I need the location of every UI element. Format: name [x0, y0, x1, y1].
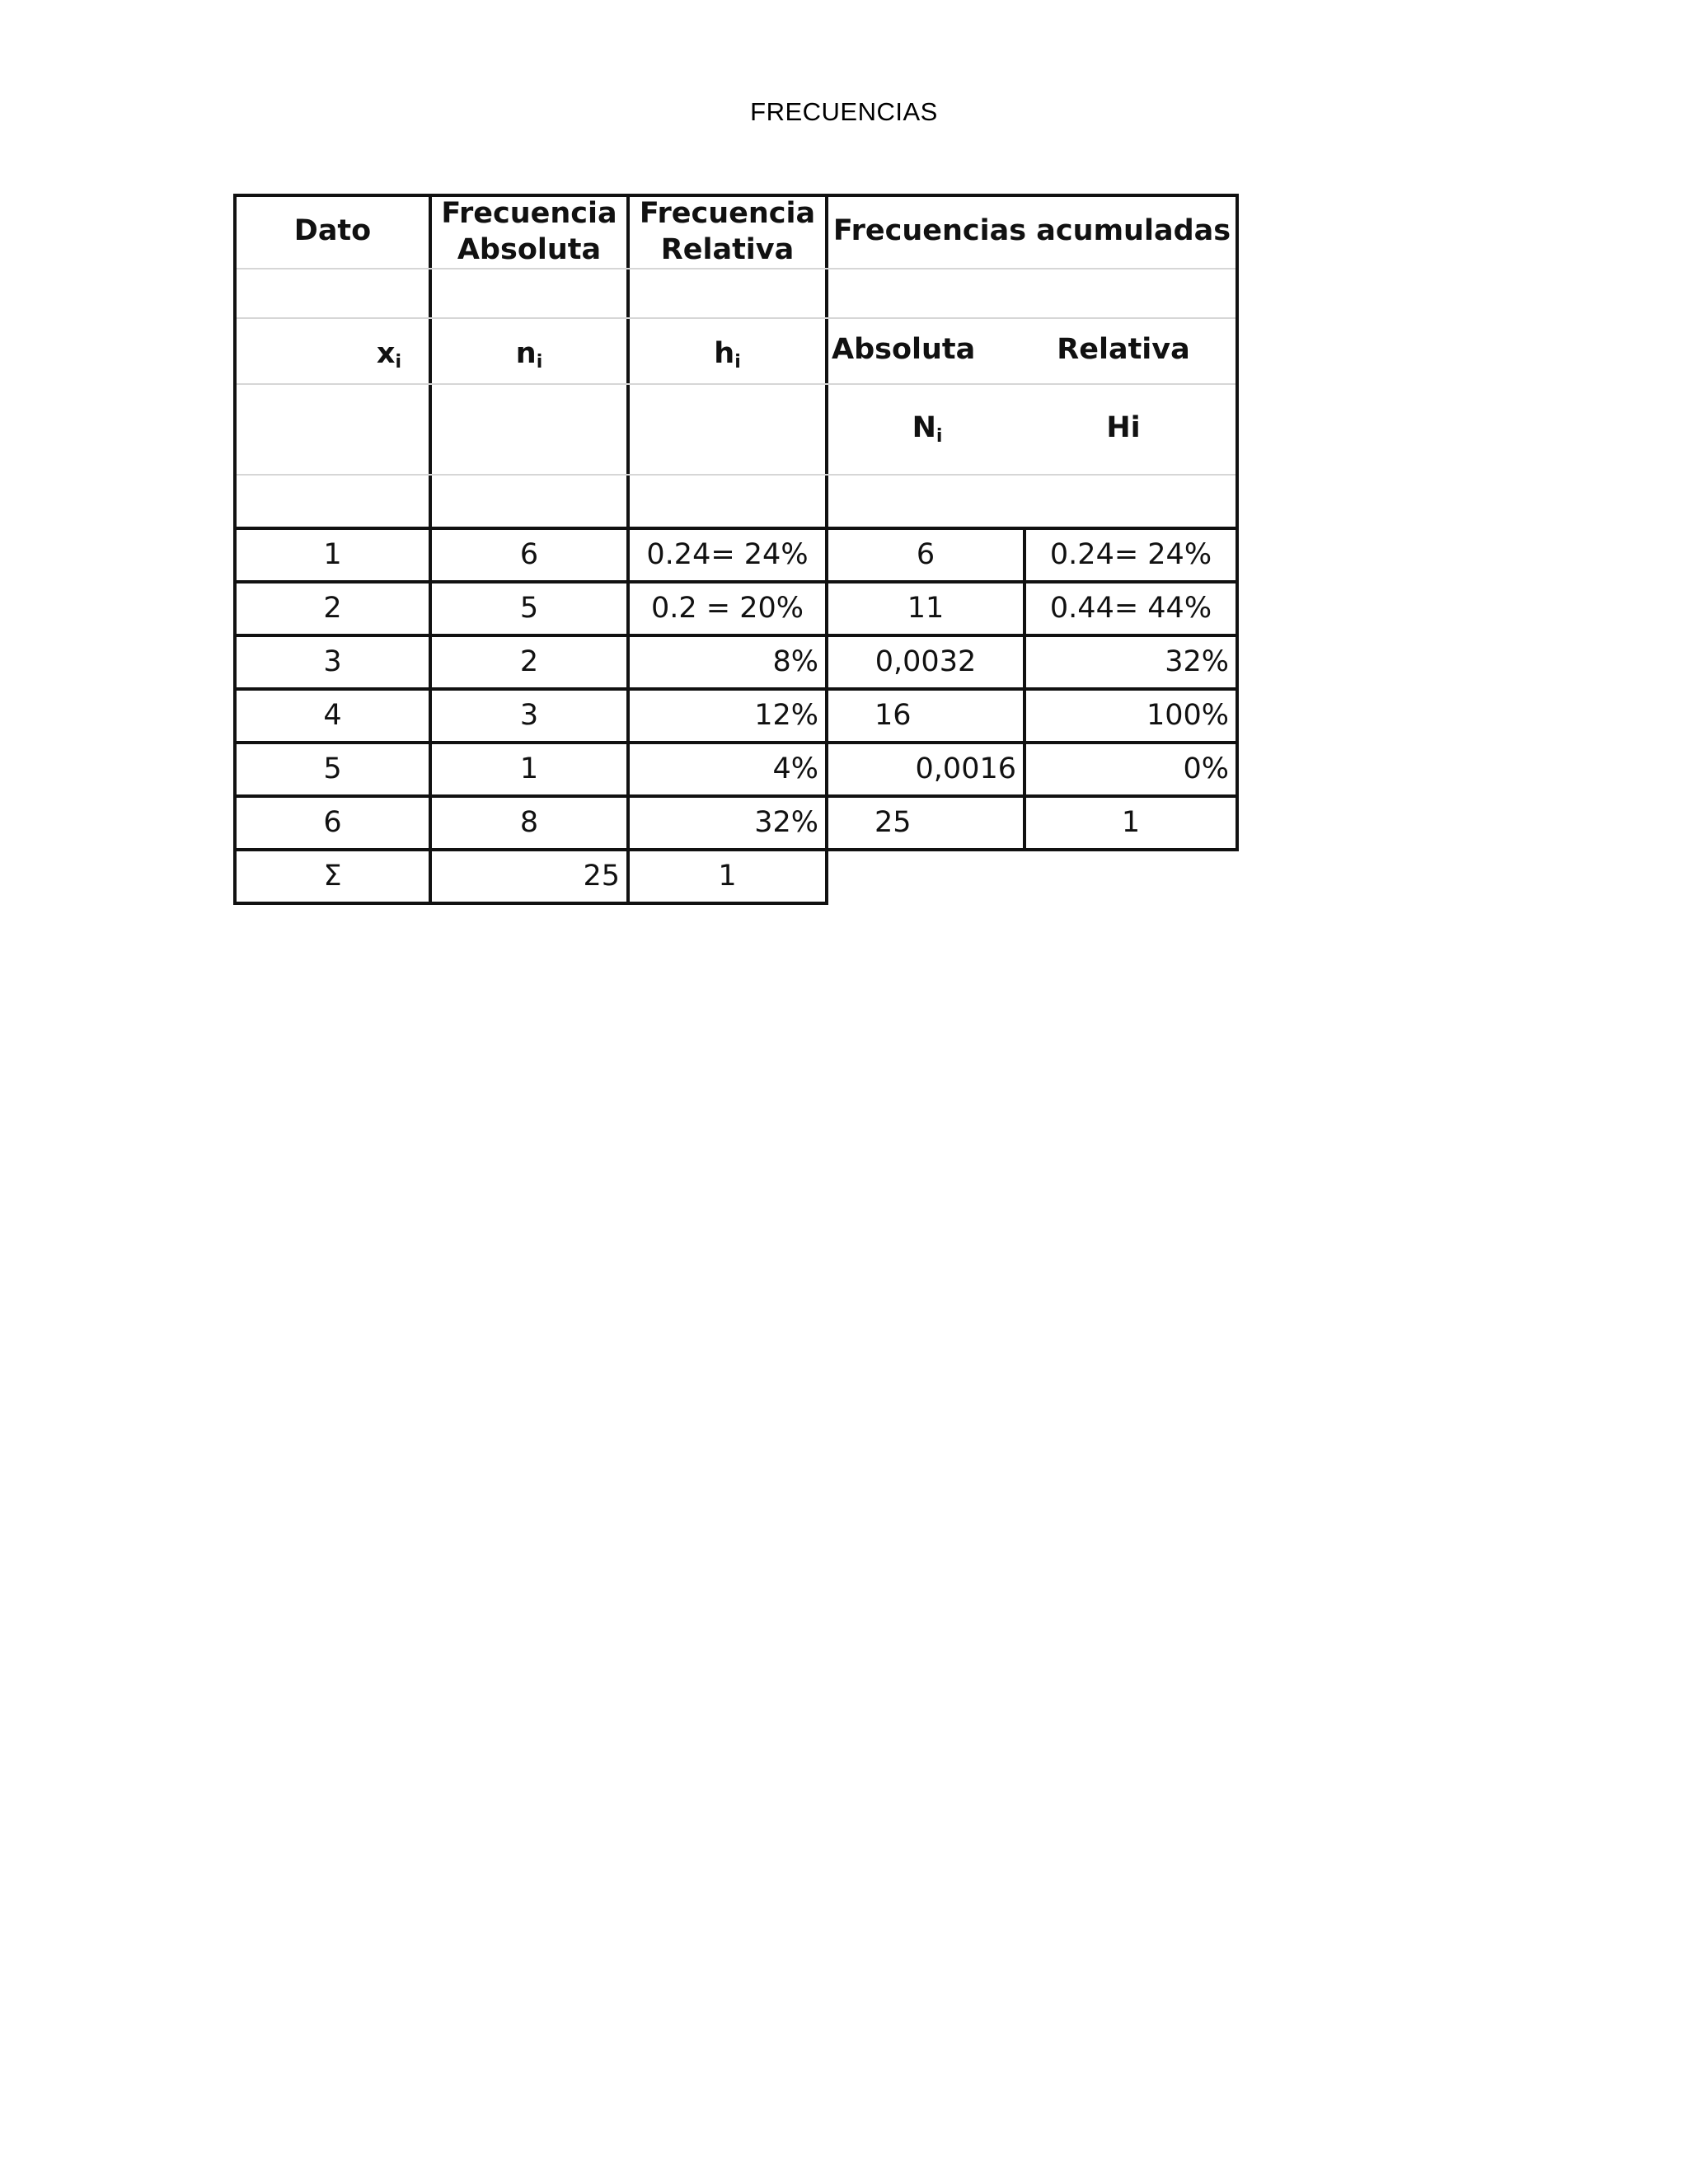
table-cell: 0.2 = 20% — [626, 580, 828, 637]
table-cell: 5 — [233, 741, 432, 798]
table-cell: 0% — [1023, 741, 1239, 798]
ni-base: n — [515, 337, 537, 370]
table-cell: 16 — [825, 687, 1026, 744]
table-cell: 0,0016 — [825, 741, 1026, 798]
header-dato: Dato — [293, 214, 372, 247]
table-cell: 3 — [429, 687, 630, 744]
header-xi — [237, 335, 401, 381]
header-freq-absoluta-line1: Frecuencia — [441, 197, 617, 230]
sum-cell: 25 — [429, 848, 630, 905]
ni-sub: i — [536, 352, 543, 373]
table-cell: 2 — [233, 580, 432, 637]
frequency-table — [233, 194, 1239, 904]
header-ni — [432, 335, 626, 381]
Ni-base: N — [912, 411, 936, 444]
table-cell: 100% — [1023, 687, 1239, 744]
xi-sub: i — [395, 352, 401, 373]
table-cell: 2 — [429, 634, 630, 691]
table-cell: 0,0032 — [825, 634, 1026, 691]
header-freq-absoluta-line2: Absoluta — [457, 233, 602, 266]
table-cell: 4 — [233, 687, 432, 744]
header-freq-relativa-line1: Frecuencia — [639, 197, 816, 230]
table-cell: 8 — [429, 794, 630, 851]
table-cell: 0.44= 44% — [1023, 580, 1239, 637]
table-cell: 0.24= 24% — [626, 527, 828, 583]
header-frecuencias-acumuladas: Frecuencias acumuladas — [832, 214, 1231, 247]
table-cell: 1 — [429, 741, 630, 798]
table-cell: 6 — [825, 527, 1026, 583]
table-cell: 11 — [825, 580, 1026, 637]
table-cell: 6 — [429, 527, 630, 583]
header-freq-absoluta — [432, 195, 626, 268]
sum-cell: 1 — [626, 848, 828, 905]
document-title: FRECUENCIAS — [750, 97, 938, 126]
table-cell: 32% — [1023, 634, 1239, 691]
table-cell: 8% — [626, 634, 828, 691]
table-cell: 3 — [233, 634, 432, 691]
xi-base: x — [376, 337, 396, 370]
sum-symbol: Σ — [233, 848, 432, 905]
header-hi — [630, 335, 825, 381]
header-acum-relativa: Relativa — [1057, 333, 1190, 366]
table-cell: 4% — [626, 741, 828, 798]
table-cell: 12% — [626, 687, 828, 744]
header-acum-absoluta: Absoluta — [832, 333, 976, 366]
hi-sub: i — [734, 352, 741, 373]
header-Ni — [828, 410, 1026, 455]
table-cell: 5 — [429, 580, 630, 637]
table-cell: 1 — [233, 527, 432, 583]
table-cell: 1 — [1023, 794, 1239, 851]
hi-base: h — [714, 337, 735, 370]
header-freq-relativa — [630, 195, 825, 268]
table-cell: 6 — [233, 794, 432, 851]
header-Hi: Hi — [1106, 411, 1141, 444]
table-cell: 0.24= 24% — [1023, 527, 1239, 583]
table-cell: 32% — [626, 794, 828, 851]
header-freq-relativa-line2: Relativa — [660, 233, 795, 266]
Ni-sub: i — [935, 426, 943, 447]
table-cell: 25 — [825, 794, 1026, 851]
